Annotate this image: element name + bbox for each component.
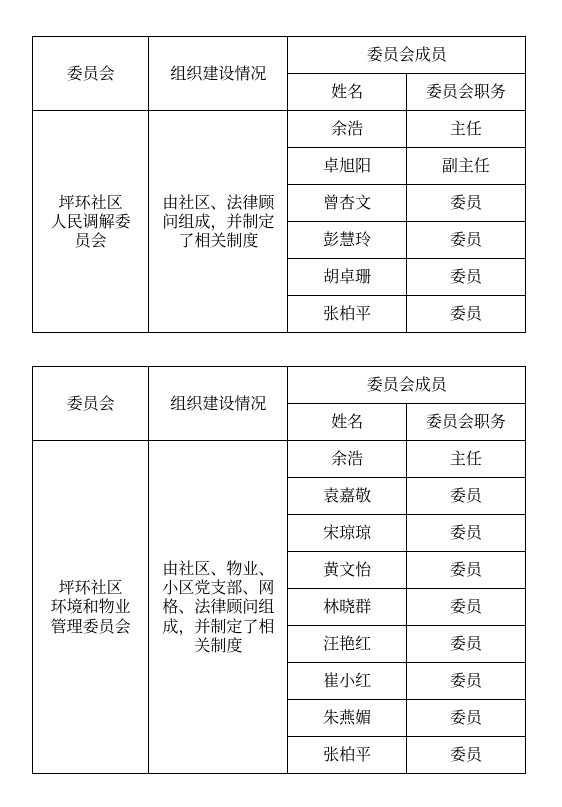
member-position: 委员 [406,737,525,774]
member-name: 张柏平 [288,296,406,333]
committee-name-line: 坪环社区 [58,578,123,598]
organization-cell [149,441,288,774]
committee-name-line: 员会 [74,231,107,251]
member-position: 委员 [406,185,525,222]
member-position: 委员 [406,626,525,663]
member-position: 委员 [406,296,525,333]
member-name: 崔小红 [288,663,406,700]
member-name: 彭慧玲 [288,222,406,259]
header-position: 委员会职务 [406,74,525,111]
member-position: 委员 [406,515,525,552]
table-row [33,441,526,478]
member-position: 委员 [406,589,525,626]
organization-line: 由社区、物业、 [162,559,275,579]
committee-name-cell [33,111,149,333]
organization-line: 关制度 [194,635,243,655]
committee-table-people-mediation [32,36,526,333]
committee-name-line: 管理委员会 [50,616,131,636]
committee-name-line: 坪环社区 [58,192,123,212]
member-position: 委员 [406,478,525,515]
table-row [33,111,526,148]
organization-line: 了相关制度 [178,231,259,251]
committee-name-cell [33,441,149,774]
member-name: 余浩 [288,441,406,478]
member-name: 袁嘉敬 [288,478,406,515]
member-name: 张柏平 [288,737,406,774]
member-position: 主任 [406,441,525,478]
header-members-group: 委员会成员 [288,367,526,404]
member-name: 林晓群 [288,589,406,626]
organization-line: 问组成，并制定 [162,211,275,231]
organization-cell [149,111,288,333]
header-name: 姓名 [288,74,406,111]
member-position: 委员 [406,259,525,296]
organization-line: 成，并制定了相 [162,616,275,636]
member-name: 卓旭阳 [288,148,406,185]
member-name: 朱燕媚 [288,700,406,737]
member-name: 汪艳红 [288,626,406,663]
organization-line: 格、法律顾问组 [162,597,275,617]
organization-line: 由社区、法律顾 [162,192,275,212]
header-organization: 组织建设情况 [149,367,288,441]
committee-table-environment-property [32,366,526,774]
committee-name-line: 环境和物业 [50,597,131,617]
organization-line: 小区党支部、网 [162,578,275,598]
header-organization: 组织建设情况 [149,37,288,111]
member-position: 委员 [406,552,525,589]
member-name: 黄文怡 [288,552,406,589]
header-committee: 委员会 [33,367,149,441]
header-position: 委员会职务 [406,404,525,441]
member-position: 副主任 [406,148,525,185]
member-name: 胡卓珊 [288,259,406,296]
member-name: 曾杏文 [288,185,406,222]
header-members-group: 委员会成员 [288,37,526,74]
header-committee: 委员会 [33,37,149,111]
member-name: 余浩 [288,111,406,148]
member-position: 委员 [406,222,525,259]
member-position: 主任 [406,111,525,148]
member-position: 委员 [406,663,525,700]
committee-name-line: 人民调解委 [50,211,131,231]
header-name: 姓名 [288,404,406,441]
member-position: 委员 [406,700,525,737]
member-name: 宋琼琼 [288,515,406,552]
